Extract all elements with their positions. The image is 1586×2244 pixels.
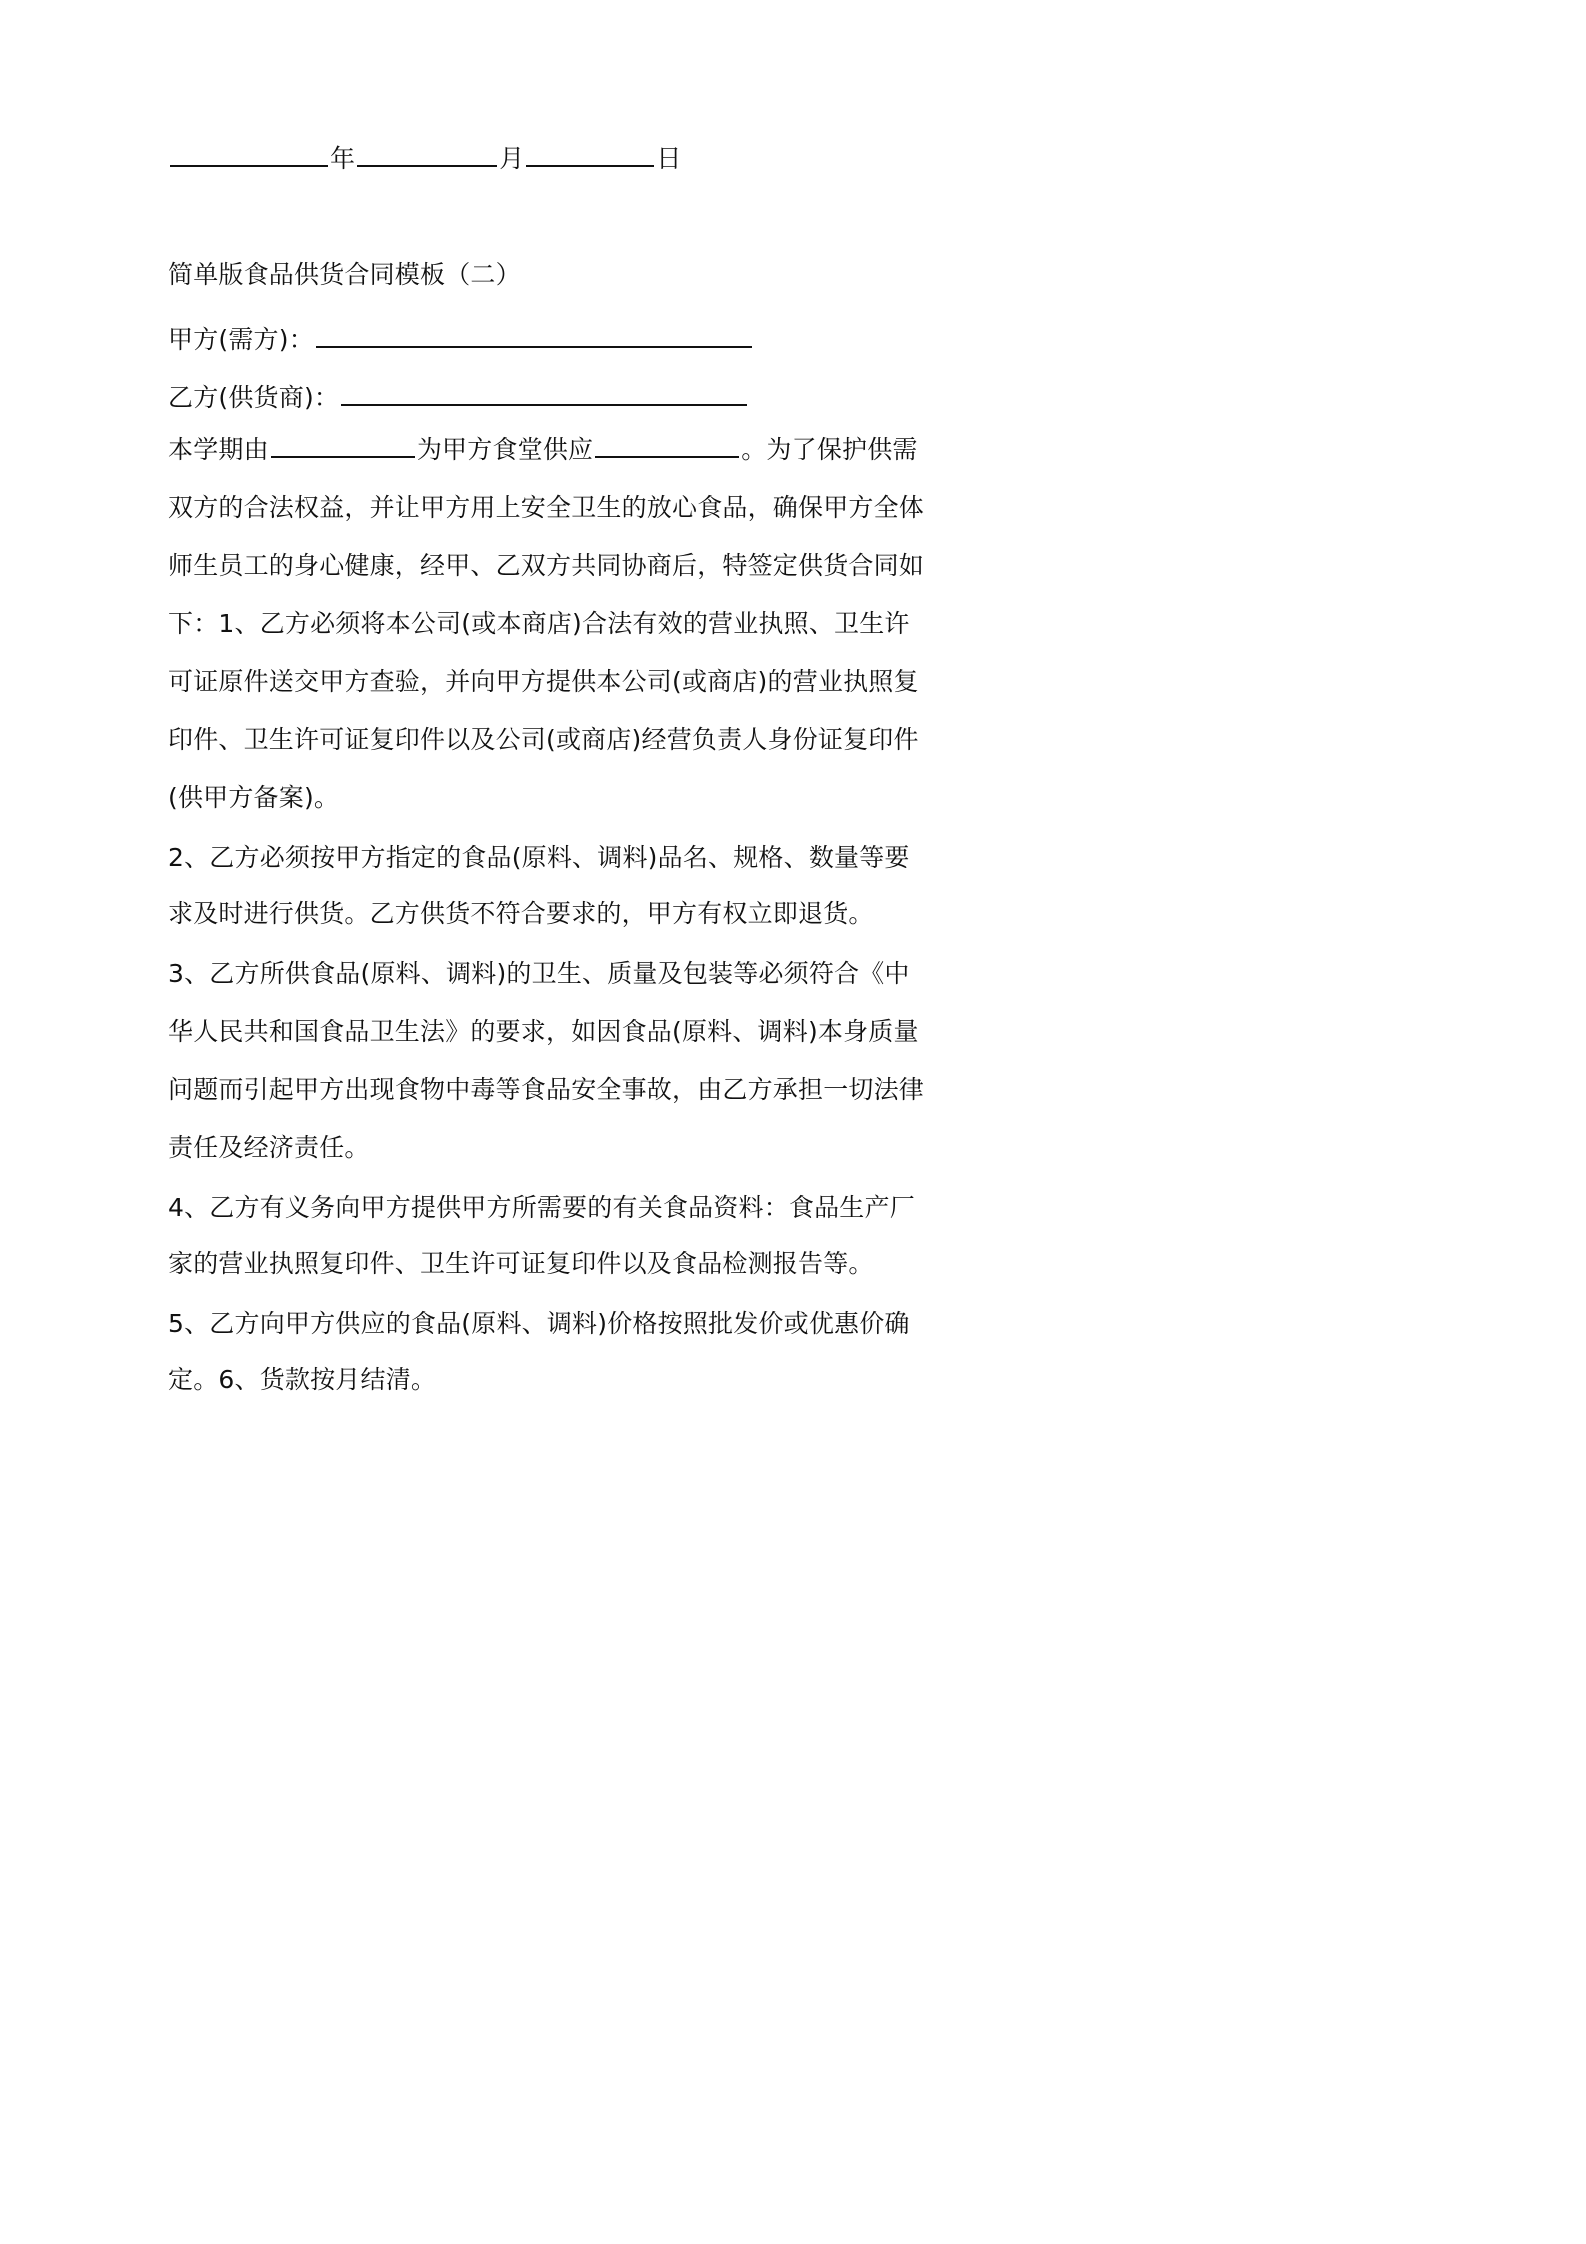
day-label: 日: [656, 144, 682, 173]
clause-3-line: 3、乙方所供食品(原料、调料)的卫生、质量及包装等必须符合《中: [168, 959, 910, 988]
body-line: 华人民共和国食品卫生法》的要求，如因食品(原料、调料)本身质量: [168, 1017, 919, 1046]
party-a-blank[interactable]: [316, 326, 752, 348]
body-line: 可证原件送交甲方查验，并向甲方提供本公司(或商店)的营业执照复: [168, 667, 919, 696]
body-line: 印件、卫生许可证复印件以及公司(或商店)经营负责人身份证复印件: [168, 725, 919, 754]
party-b-blank[interactable]: [341, 384, 747, 406]
document-title: 简单版食品供货合同模板（二）: [168, 260, 521, 289]
year-label: 年: [330, 144, 356, 173]
clause-5-line: 5、乙方向甲方供应的食品(原料、调料)价格按照批发价或优惠价确: [168, 1309, 910, 1338]
body-line: 双方的合法权益，并让甲方用上安全卫生的放心食品，确保甲方全体: [168, 493, 925, 522]
year-blank[interactable]: [170, 145, 328, 167]
party-b-line: [168, 369, 958, 427]
supplier-blank[interactable]: [271, 436, 415, 458]
body-line: 责任及经济责任。: [168, 1133, 370, 1162]
intro-suffix: 。为了保护供需: [741, 435, 918, 464]
date-line: [168, 130, 958, 188]
month-blank[interactable]: [357, 145, 497, 167]
body-line: 家的营业执照复印件、卫生许可证复印件以及食品检测报告等。: [168, 1249, 874, 1278]
intro-prefix: 本学期由: [168, 435, 269, 464]
party-a-line: [168, 311, 958, 369]
body-line: 求及时进行供货。乙方供货不符合要求的，甲方有权立即退货。: [168, 899, 874, 928]
clause-2-line: 2、乙方必须按甲方指定的食品(原料、调料)品名、规格、数量等要: [168, 843, 910, 872]
body-line: (供甲方备案)。: [168, 783, 340, 812]
party-a-label: 甲方(需方)：: [168, 325, 314, 354]
intro-line: [168, 421, 958, 479]
document-page: [0, 0, 1100, 1556]
body-line: 定。6、货款按月结清。: [168, 1365, 437, 1394]
body-line: 下：1、乙方必须将本公司(或本商店)合法有效的营业执照、卫生许: [168, 609, 910, 638]
goods-blank[interactable]: [595, 436, 739, 458]
body-line: 师生员工的身心健康，经甲、乙双方共同协商后，特签定供货合同如: [168, 551, 925, 580]
body-line: 问题而引起甲方出现食物中毒等食品安全事故，由乙方承担一切法律: [168, 1075, 925, 1104]
clause-4-line: 4、乙方有义务向甲方提供甲方所需要的有关食品资料：食品生产厂: [168, 1193, 915, 1222]
party-b-label: 乙方(供货商)：: [168, 383, 340, 412]
intro-middle: 为甲方食堂供应: [416, 435, 594, 464]
month-label: 月: [499, 144, 525, 173]
day-blank[interactable]: [526, 145, 654, 167]
